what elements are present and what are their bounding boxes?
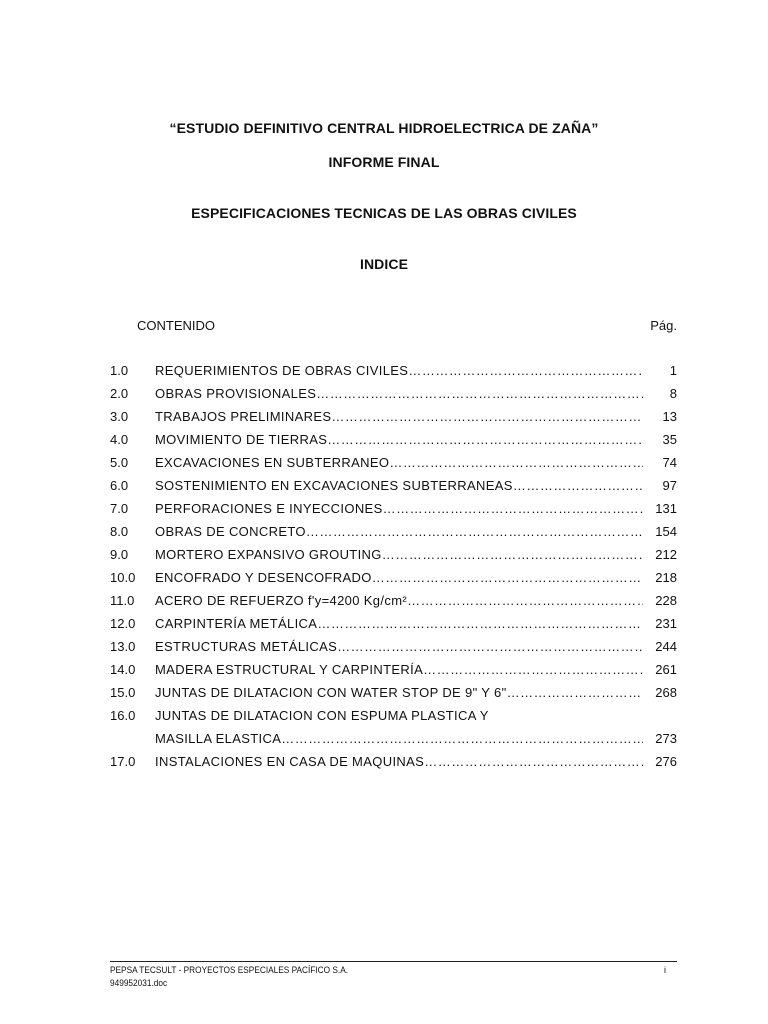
specs-heading: ESPECIFICACIONES TECNICAS DE LAS OBRAS CIVILES [191,205,577,221]
toc-entry [110,499,677,522]
toc-entry-page: 228 [655,593,677,608]
toc-dot-leader [408,361,643,380]
toc-entry-number: 16.0 [110,708,136,723]
page-column-label: Pág. [650,318,677,333]
toc-entry [110,729,677,752]
toc-entry-title: REQUERIMIENTOS DE OBRAS CIVILES [155,363,409,378]
toc-entry [110,683,677,706]
toc-entry [110,430,677,453]
toc-entry-title: MOVIMIENTO DE TIERRAS [155,432,328,447]
toc-dot-leader [372,568,643,587]
toc-entry-page: 244 [655,639,677,654]
toc-entry-page: 273 [655,731,677,746]
toc-entry [110,637,677,660]
toc-entry-page: 218 [655,570,677,585]
toc-entry-title: ENCOFRADO Y DESENCOFRADO [155,570,372,585]
toc-dot-leader [507,683,643,702]
toc-entry-page: 268 [655,685,677,700]
toc-entry-number: 9.0 [110,547,129,562]
toc-entry [110,522,677,545]
toc-entry-title: ESTRUCTURAS METÁLICAS [155,639,338,654]
toc-entry-title: EXCAVACIONES EN SUBTERRANEO [155,455,390,470]
table-of-contents [110,361,677,775]
toc-entry-title: INSTALACIONES EN CASA DE MAQUINAS [155,754,425,769]
toc-entry [110,545,677,568]
toc-entry-number: 1.0 [110,363,129,378]
toc-entry-title: CARPINTERÍA METÁLICA [155,616,318,631]
toc-entry-page: 261 [655,662,677,677]
report-subtitle: INFORME FINAL [328,154,440,170]
toc-dot-leader [423,660,643,679]
toc-entry [110,453,677,476]
toc-entry-page: 231 [655,616,677,631]
toc-entry-title: OBRAS DE CONCRETO [155,524,306,539]
toc-entry [110,752,677,775]
toc-dot-leader [513,476,643,495]
toc-entry [110,614,677,637]
footer-filename: 949952031.doc [110,978,168,988]
toc-entry-number: 2.0 [110,386,129,401]
toc-entry-number: 10.0 [110,570,136,585]
toc-entry-number: 15.0 [110,685,136,700]
toc-dot-leader [424,752,643,771]
toc-entry-number: 11.0 [110,593,135,608]
toc-entry-number: 14.0 [110,662,136,677]
toc-entry-page: 276 [655,754,677,769]
toc-entry [110,660,677,683]
toc-entry-title: MADERA ESTRUCTURAL Y CARPINTERÍA [155,662,424,677]
toc-entry [110,706,677,729]
toc-entry-title: OBRAS PROVISIONALES [155,386,317,401]
toc-entry-number: 13.0 [110,639,136,654]
toc-dot-leader [382,545,643,564]
toc-dot-leader [337,637,643,656]
toc-entry-number: 5.0 [110,455,129,470]
toc-entry-page: 13 [662,409,677,424]
toc-entry-page: 35 [662,432,677,447]
toc-entry [110,591,677,614]
toc-entry-page: 131 [655,501,677,516]
toc-dot-leader [407,591,643,610]
toc-dot-leader [327,430,643,449]
toc-entry-page: 154 [655,524,677,539]
toc-dot-leader [316,384,643,403]
toc-entry-title: TRABAJOS PRELIMINARES [155,409,332,424]
toc-entry-number: 17.0 [110,754,136,769]
toc-entry-title: MASILLA ELASTICA [155,731,282,746]
footer-page-number: i [664,965,666,975]
toc-dot-leader [317,614,643,633]
toc-entry-page: 97 [662,478,677,493]
toc-entry [110,568,677,591]
toc-entry-page: 74 [662,455,677,470]
toc-entry-number: 12.0 [110,616,136,631]
toc-dot-leader [281,729,643,748]
contents-label: CONTENIDO [137,318,215,333]
toc-entry [110,476,677,499]
footer-company: PEPSA TECSULT - PROYECTOS ESPECIALES PACÍFICO S.A. [110,965,349,975]
toc-dot-leader [389,453,643,472]
toc-dot-leader [306,522,643,541]
toc-entry [110,384,677,407]
toc-entry-number: 3.0 [110,409,129,424]
toc-entry-title: SOSTENIMIENTO EN EXCAVACIONES SUBTERRANEAS [155,478,513,493]
document-title: “ESTUDIO DEFINITIVO CENTRAL HIDROELECTRICA DE ZAÑA” [169,120,599,136]
toc-entry-number: 7.0 [110,501,129,516]
contents-header [137,318,677,333]
toc-entry-title: MORTERO EXPANSIVO GROUTING [155,547,382,562]
toc-entry-number: 6.0 [110,478,129,493]
toc-entry-title: JUNTAS DE DILATACION CON ESPUMA PLASTICA Y [155,708,489,723]
toc-entry-page: 212 [655,547,677,562]
toc-entry [110,361,677,384]
toc-entry-page: 1 [669,363,677,378]
toc-entry-page: 8 [669,386,677,401]
toc-entry-title: ACERO DE REFUERZO f'y=4200 Kg/cm² [155,593,408,608]
footer-divider [110,961,677,962]
toc-entry-title: PERFORACIONES E INYECCIONES [155,501,383,516]
index-heading: INDICE [359,256,409,272]
toc-dot-leader [383,499,643,518]
toc-entry [110,407,677,430]
toc-entry-number: 8.0 [110,524,129,539]
toc-entry-number: 4.0 [110,432,129,447]
toc-entry-title: JUNTAS DE DILATACION CON WATER STOP DE 9" Y 6" [155,685,507,700]
toc-dot-leader [331,407,643,426]
